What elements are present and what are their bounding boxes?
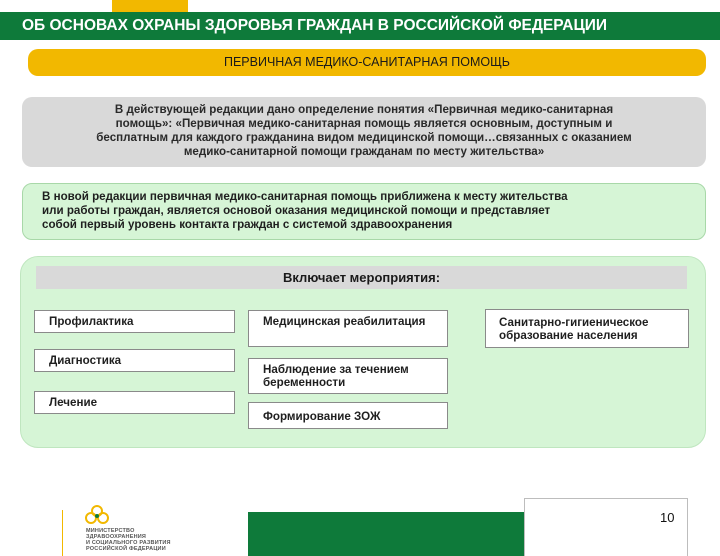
ministry-name-line: И СОЦИАЛЬНОГО РАЗВИТИЯ: [86, 540, 171, 546]
ministry-name-line: ЗДРАВООХРАНЕНИЯ: [86, 534, 147, 540]
footer-divider: [62, 510, 63, 556]
measure-pregnancy-monitoring: Наблюдение за течением беременности: [248, 358, 448, 394]
new-edition-line: собой первый уровень контакта граждан с системой здравоохранения: [42, 218, 453, 231]
measures-title: Включает мероприятия:: [36, 266, 687, 289]
ministry-name-line: МИНИСТЕРСТВО: [86, 528, 135, 534]
definition-line: медико-санитарной помощи гражданам по месту жительства»: [183, 145, 545, 158]
section-subtitle: ПЕРВИЧНАЯ МЕДИКО-САНИТАРНАЯ ПОМОЩЬ: [28, 49, 706, 76]
definition-line: помощь»: «Первичная медико-санитарная помощь является основным, доступным и: [115, 117, 613, 130]
measure-diagnostics: Диагностика: [34, 349, 235, 372]
ministry-name: [86, 528, 171, 552]
new-edition-box: [22, 183, 706, 240]
new-edition-line: или работы граждан, является основой оказания медицинской помощи и представляет: [42, 204, 551, 217]
new-edition-line: В новой редакции первичная медико-санитарная помощь приближена к месту жительства: [42, 190, 568, 203]
measure-rehabilitation: Медицинская реабилитация: [248, 310, 448, 347]
page-number: 10: [660, 510, 675, 525]
ministry-name-line: РОССИЙСКОЙ ФЕДЕРАЦИИ: [86, 546, 166, 552]
footer-green-block: [248, 512, 524, 556]
definition-line: В действующей редакции дано определение понятия «Первичная медико-санитарная: [114, 103, 614, 116]
footer-page-box: [524, 498, 688, 556]
measure-sanitary-education: Санитарно-гигиеническое образование населения: [485, 309, 689, 348]
definition-box: [22, 97, 706, 167]
top-accent-bar: [112, 0, 188, 12]
page-title: ОБ ОСНОВАХ ОХРАНЫ ЗДОРОВЬЯ ГРАЖДАН В РОССИЙСКОЙ ФЕДЕРАЦИИ: [0, 12, 720, 40]
ministry-logo-icon: [82, 504, 112, 528]
measure-healthy-lifestyle: Формирование ЗОЖ: [248, 402, 448, 429]
measure-prevention: Профилактика: [34, 310, 235, 333]
definition-line: бесплатным для каждого гражданина видом медицинской помощи…связанных с оказанием: [96, 131, 632, 144]
measure-treatment: Лечение: [34, 391, 235, 414]
